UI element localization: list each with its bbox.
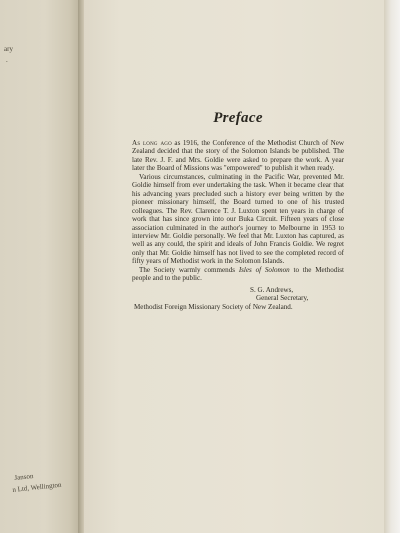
page-title: Preface xyxy=(213,110,263,126)
preface-body xyxy=(132,139,344,283)
book-title: Isles of Solomon xyxy=(238,265,290,274)
paragraph-2: Various circumstances, culminating in the Pacific War, prevented Mr. Goldie himself from ever undertaking the task. When it became clear that his advancing years precluded such a history ever being written by the pioneer missionary himself, the Board turned to one of his trusted colleagues. The Rev. Clarence T. J. Luxton spent ten years in charge of work that has since grown into our Buka Circuit. Fifteen years of close association culminated in the author's journey to Melbourne in 1953 to interview Mr. Goldie personally. We feel that Mr. Luxton has captured, as well as any could, the spirit and ideals of John Francis Goldie. We regret only that Mr. Goldie himself has not lived to see the completed record of fifty years of Methodist work in the Solomon Islands. xyxy=(132,172,344,266)
signature-role: General Secretary, xyxy=(256,294,309,303)
left-page-fragment: . xyxy=(6,56,8,64)
signature-name: S. G. Andrews, xyxy=(250,285,294,294)
paragraph-text: The Society warmly commends xyxy=(139,265,239,274)
signature-org: Methodist Foreign Missionary Society of New Zealand. xyxy=(134,302,293,311)
signature-block xyxy=(132,286,344,312)
left-page-fragment: n Ltd, Wellington xyxy=(12,480,62,494)
preface-section xyxy=(132,110,344,311)
left-page-fragment: Janson xyxy=(14,472,34,482)
page-edge xyxy=(384,0,400,533)
paragraph-3 xyxy=(132,266,344,283)
paragraph-text: as 1916, the Conference of the Methodist Church of New Zealand decided that the story of the Solomon Islands be published. The late Rev. J. F. and Mrs. Goldie were asked to prepare the work. A year later the Board of Missions was "empowered" to publish it when ready. xyxy=(132,139,344,173)
left-page-fragment: ary xyxy=(4,45,13,53)
paragraph-text: to the Methodist people and to the public. xyxy=(132,265,344,283)
left-page xyxy=(0,0,82,533)
lead-words: As long ago xyxy=(132,139,172,147)
paragraph-1 xyxy=(132,139,344,173)
